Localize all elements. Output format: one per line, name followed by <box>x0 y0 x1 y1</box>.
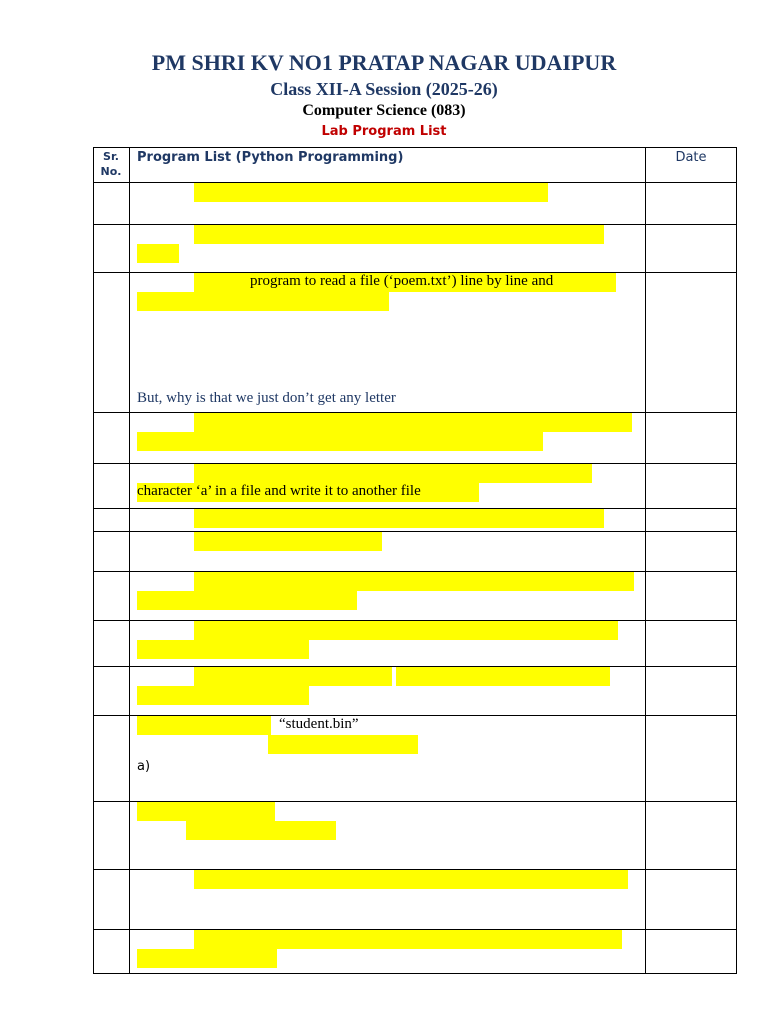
highlight-mark <box>137 432 543 451</box>
highlight-mark <box>137 949 277 968</box>
lab-list-title: Lab Program List <box>321 124 447 139</box>
highlight-mark <box>194 532 382 551</box>
table-col-line <box>129 147 130 974</box>
program-table <box>93 147 737 974</box>
highlight-mark <box>137 686 309 705</box>
highlight-mark <box>194 464 592 483</box>
table-row-line <box>93 531 737 532</box>
highlight-mark <box>396 667 610 686</box>
highlight-mark <box>137 292 389 311</box>
highlight-mark <box>137 640 309 659</box>
table-border-right <box>736 147 737 974</box>
highlight-mark <box>194 572 634 591</box>
highlight-mark <box>137 244 179 263</box>
highlight-mark <box>137 802 275 821</box>
highlight-mark <box>194 183 548 202</box>
highlight-mark <box>194 870 628 889</box>
column-header-sr-no: Sr. No. <box>100 150 122 178</box>
highlight-mark <box>194 930 622 949</box>
highlight-mark <box>194 667 392 686</box>
highlight-mark <box>194 413 632 432</box>
school-name: PM SHRI KV NO1 PRATAP NAGAR UDAIPUR <box>151 50 617 75</box>
highlight-mark <box>194 621 618 640</box>
highlight-mark <box>194 509 604 528</box>
table-border-top <box>93 147 737 148</box>
highlight-mark <box>137 716 271 735</box>
highlight-mark <box>186 821 336 840</box>
row3-text-line1: program to read a file (‘poem.txt’) line by line and <box>250 273 554 289</box>
highlight-mark <box>137 591 357 610</box>
table-border-left <box>93 147 94 974</box>
column-header-program: Program List (Python Programming) <box>137 150 404 165</box>
table-border-bottom <box>93 973 737 974</box>
row5-text-line2: character ‘a’ in a file and write it to another file <box>137 483 421 499</box>
row11-text-line2: a) <box>137 759 151 774</box>
row11-text-line1: “student.bin” <box>279 716 359 732</box>
subject-title: Computer Science (083) <box>302 102 466 119</box>
highlight-mark <box>194 225 604 244</box>
class-session: Class XII-A Session (2025-26) <box>270 79 498 99</box>
table-col-line <box>645 147 646 974</box>
highlight-mark <box>268 735 418 754</box>
row3-text-line2: But, why is that we just don’t get any letter <box>137 390 396 406</box>
column-header-date: Date <box>675 150 707 165</box>
